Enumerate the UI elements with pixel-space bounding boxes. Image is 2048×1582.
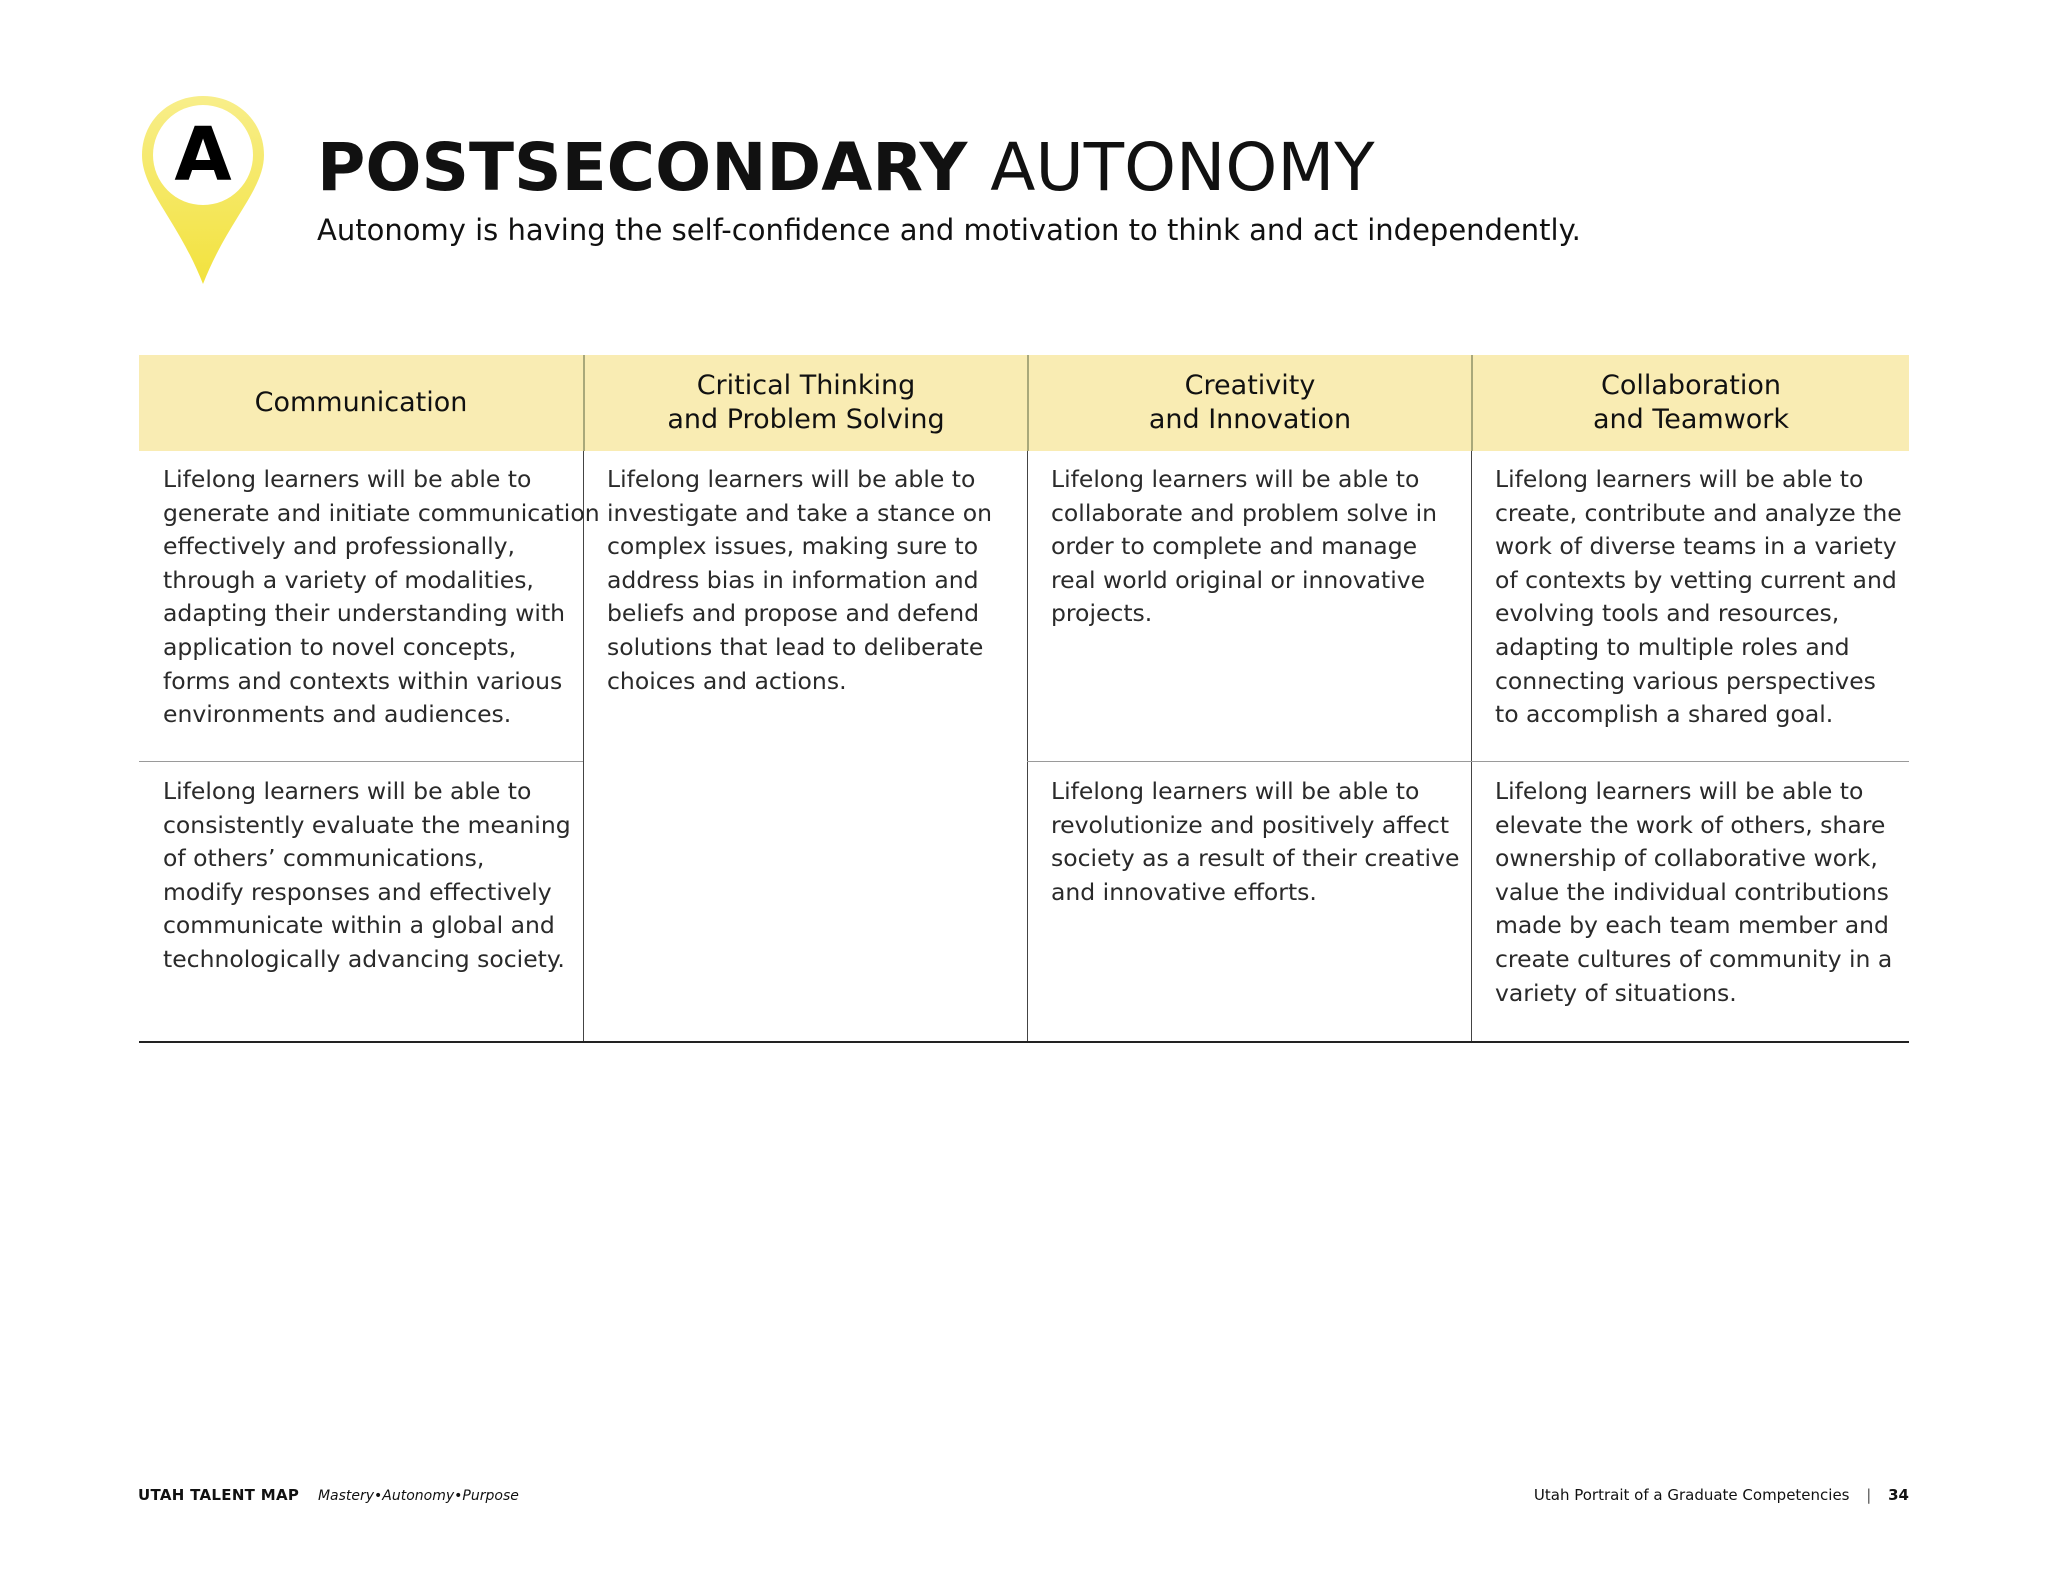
footer-tagline: Mastery•Autonomy•Purpose (317, 1488, 519, 1504)
column-header-creativity: Creativity and Innovation (1027, 355, 1471, 451)
footer-separator: | (1866, 1486, 1872, 1504)
footer-right (1534, 1486, 1909, 1504)
column-divider (1471, 451, 1472, 1041)
competency-table (139, 355, 1909, 1043)
column-divider (1027, 451, 1028, 1041)
cell-critical-thinking-1: Lifelong learners will be able to investigate and take a stance on complex issues, making sure to address bias in information and beliefs and propose and defend solutions that lead to deliberate choices and actions. (607, 465, 992, 695)
row-divider (139, 761, 583, 762)
page-title (317, 128, 1375, 208)
badge-letter: A (174, 112, 232, 198)
column-header-critical-thinking: Critical Thinking and Problem Solving (583, 355, 1027, 451)
page-number: 34 (1888, 1486, 1909, 1504)
cell-communication-1: Lifelong learners will be able to generate and initiate communication effectively and professionally, through a variety of modalities, adapting their understanding with application to novel concepts, forms and contexts within various environments and audiences. (163, 465, 600, 729)
title-bold: POSTSECONDARY (317, 129, 968, 206)
cell-collaboration-1: Lifelong learners will be able to create, contribute and analyze the work of diverse teams in a variety of contexts by vetting current and evolving tools and resources, adapting to multiple roles and connecting various perspectives to accomplish a shared goal. (1495, 465, 1902, 729)
cell-creativity-2: Lifelong learners will be able to revolutionize and positively affect society as a result of their creative and innovative efforts. (1051, 777, 1460, 906)
page-subtitle: Autonomy is having the self-confidence and motivation to think and act independently. (317, 213, 1581, 247)
row-divider (1027, 761, 1909, 762)
column-header-collaboration: Collaboration and Teamwork (1471, 355, 1909, 451)
table-header-row (139, 355, 1909, 451)
title-light: AUTONOMY (990, 129, 1375, 206)
cell-creativity-1: Lifelong learners will be able to collaborate and problem solve in order to complete and manage real world original or innovative projects. (1051, 465, 1438, 628)
footer-doc-title: Utah Portrait of a Graduate Competencies (1533, 1486, 1850, 1504)
footer-left (138, 1486, 519, 1504)
table-body (139, 451, 1909, 1043)
location-pin-icon (138, 92, 268, 288)
column-header-communication: Communication (254, 387, 468, 418)
cell-communication-2: Lifelong learners will be able to consistently evaluate the meaning of others’ communications, modify responses and effectively communicate within a global and technologically advancing society. (163, 777, 571, 973)
cell-collaboration-2: Lifelong learners will be able to elevate the work of others, share ownership of collaborative work, value the individual contributions made by each team member and create cultures of community in a variety of situations. (1495, 777, 1893, 1007)
footer-brand: UTAH TALENT MAP (138, 1486, 300, 1504)
